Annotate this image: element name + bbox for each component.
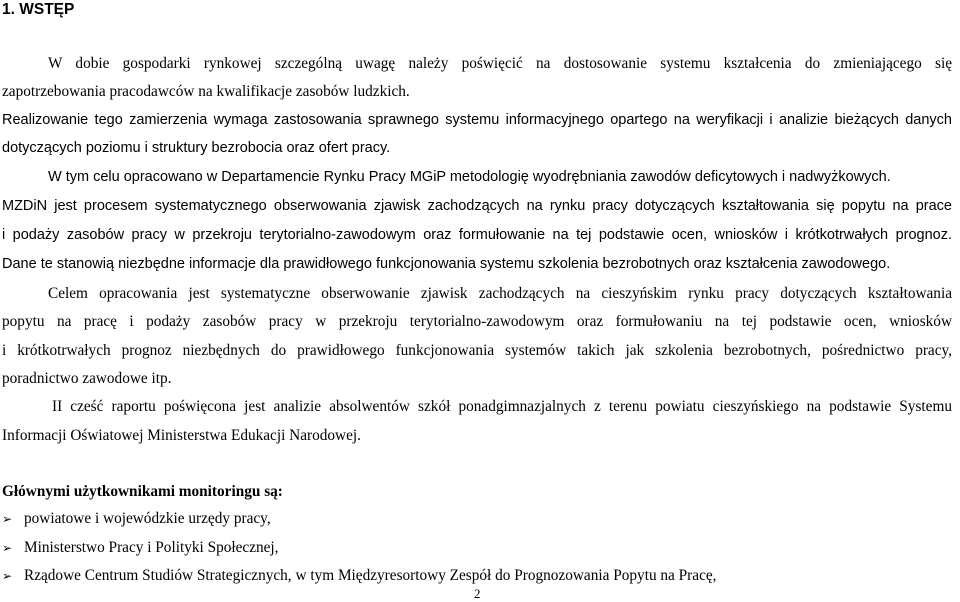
list-item [2, 566, 716, 586]
para4-line-1: Celem opracowania jest systematyczne obserwowanie zjawisk zachodzących na cieszyńskim rynku pracy dotyczących kształtowania [48, 285, 952, 302]
para2-line-1: Realizowanie tego zamierzenia wymaga zastosowania sprawnego systemu informacyjnego opartego na weryfikacji i analizie bieżących danych [2, 112, 952, 128]
para3-line-4: Dane te stanowią niezbędne informacje dla prawidłowego funkcjonowania systemu szkolenia bezrobotnych oraz kształcenia zawodowego. [2, 256, 891, 272]
list-item-text: powiatowe i wojewódzkie urzędy pracy, [24, 510, 271, 527]
para5-line-1: II cześć raportu poświęcona jest analizie absolwentów szkół ponadgimnazjalnych z terenu powiatu cieszyńskiego na podstawie Systemu [52, 398, 952, 415]
para4-line-3: i krótkotrwałych prognoz niezbędnych do prawidłowego funkcjonowania systemów takich jak szkolenia bezrobotnych, pośrednictwo pracy, [2, 342, 952, 359]
list-item [2, 538, 279, 558]
para5-line-2: Informacji Oświatowej Ministerstwa Edukacji Narodowej. [2, 427, 361, 444]
para2-line-2: dotyczących poziomu i struktury bezrobocia oraz ofert pracy. [2, 140, 391, 156]
section-heading: 1. WSTĘP [2, 1, 75, 18]
para4-line-4: poradnictwo zawodowe itp. [2, 370, 172, 387]
list-item-text: Rządowe Centrum Studiów Strategicznych, w tym Międzyresortowy Zespół do Prognozowania Popytu na Pracę, [24, 567, 717, 584]
arrow-bullet-icon: ➢ [2, 541, 13, 555]
arrow-bullet-icon: ➢ [2, 569, 13, 583]
page-number: 2 [474, 586, 481, 601]
para1-line-1: W dobie gospodarki rynkowej szczególną uwagę należy poświęcić na dostosowanie systemu kształcenia do zmieniającego się [48, 55, 952, 72]
para3-line-3: i podaży zasobów pracy w przekroju terytorialno-zawodowym oraz formułowanie na tej podstawie ocen, wniosków i krótkotrwałych prognoz. [2, 227, 952, 243]
para4-line-2: popytu na pracę i podaży zasobów pracy w przekroju terytorialno-zawodowym oraz formułowaniu na tej podstawie ocen, wniosków [2, 313, 952, 330]
list-item-text: Ministerstwo Pracy i Polityki Społecznej, [24, 539, 279, 556]
users-heading: Głównymi użytkownikami monitoringu są: [2, 483, 283, 500]
para1-line-2: zapotrzebowania pracodawców na kwalifikacje zasobów ludzkich. [2, 83, 410, 100]
para3-line-1: W tym celu opracowano w Departamencie Rynku Pracy MGiP metodologię wyodrębniania zawodów deficytowych i nadwyżkowych. [48, 169, 891, 185]
arrow-bullet-icon: ➢ [2, 512, 13, 526]
list-item [2, 509, 271, 529]
para3-line-2: MZDiN jest procesem systematycznego obserwowania zjawisk zachodzących na rynku pracy dotyczących kształtowania się popytu na prace [2, 198, 952, 214]
